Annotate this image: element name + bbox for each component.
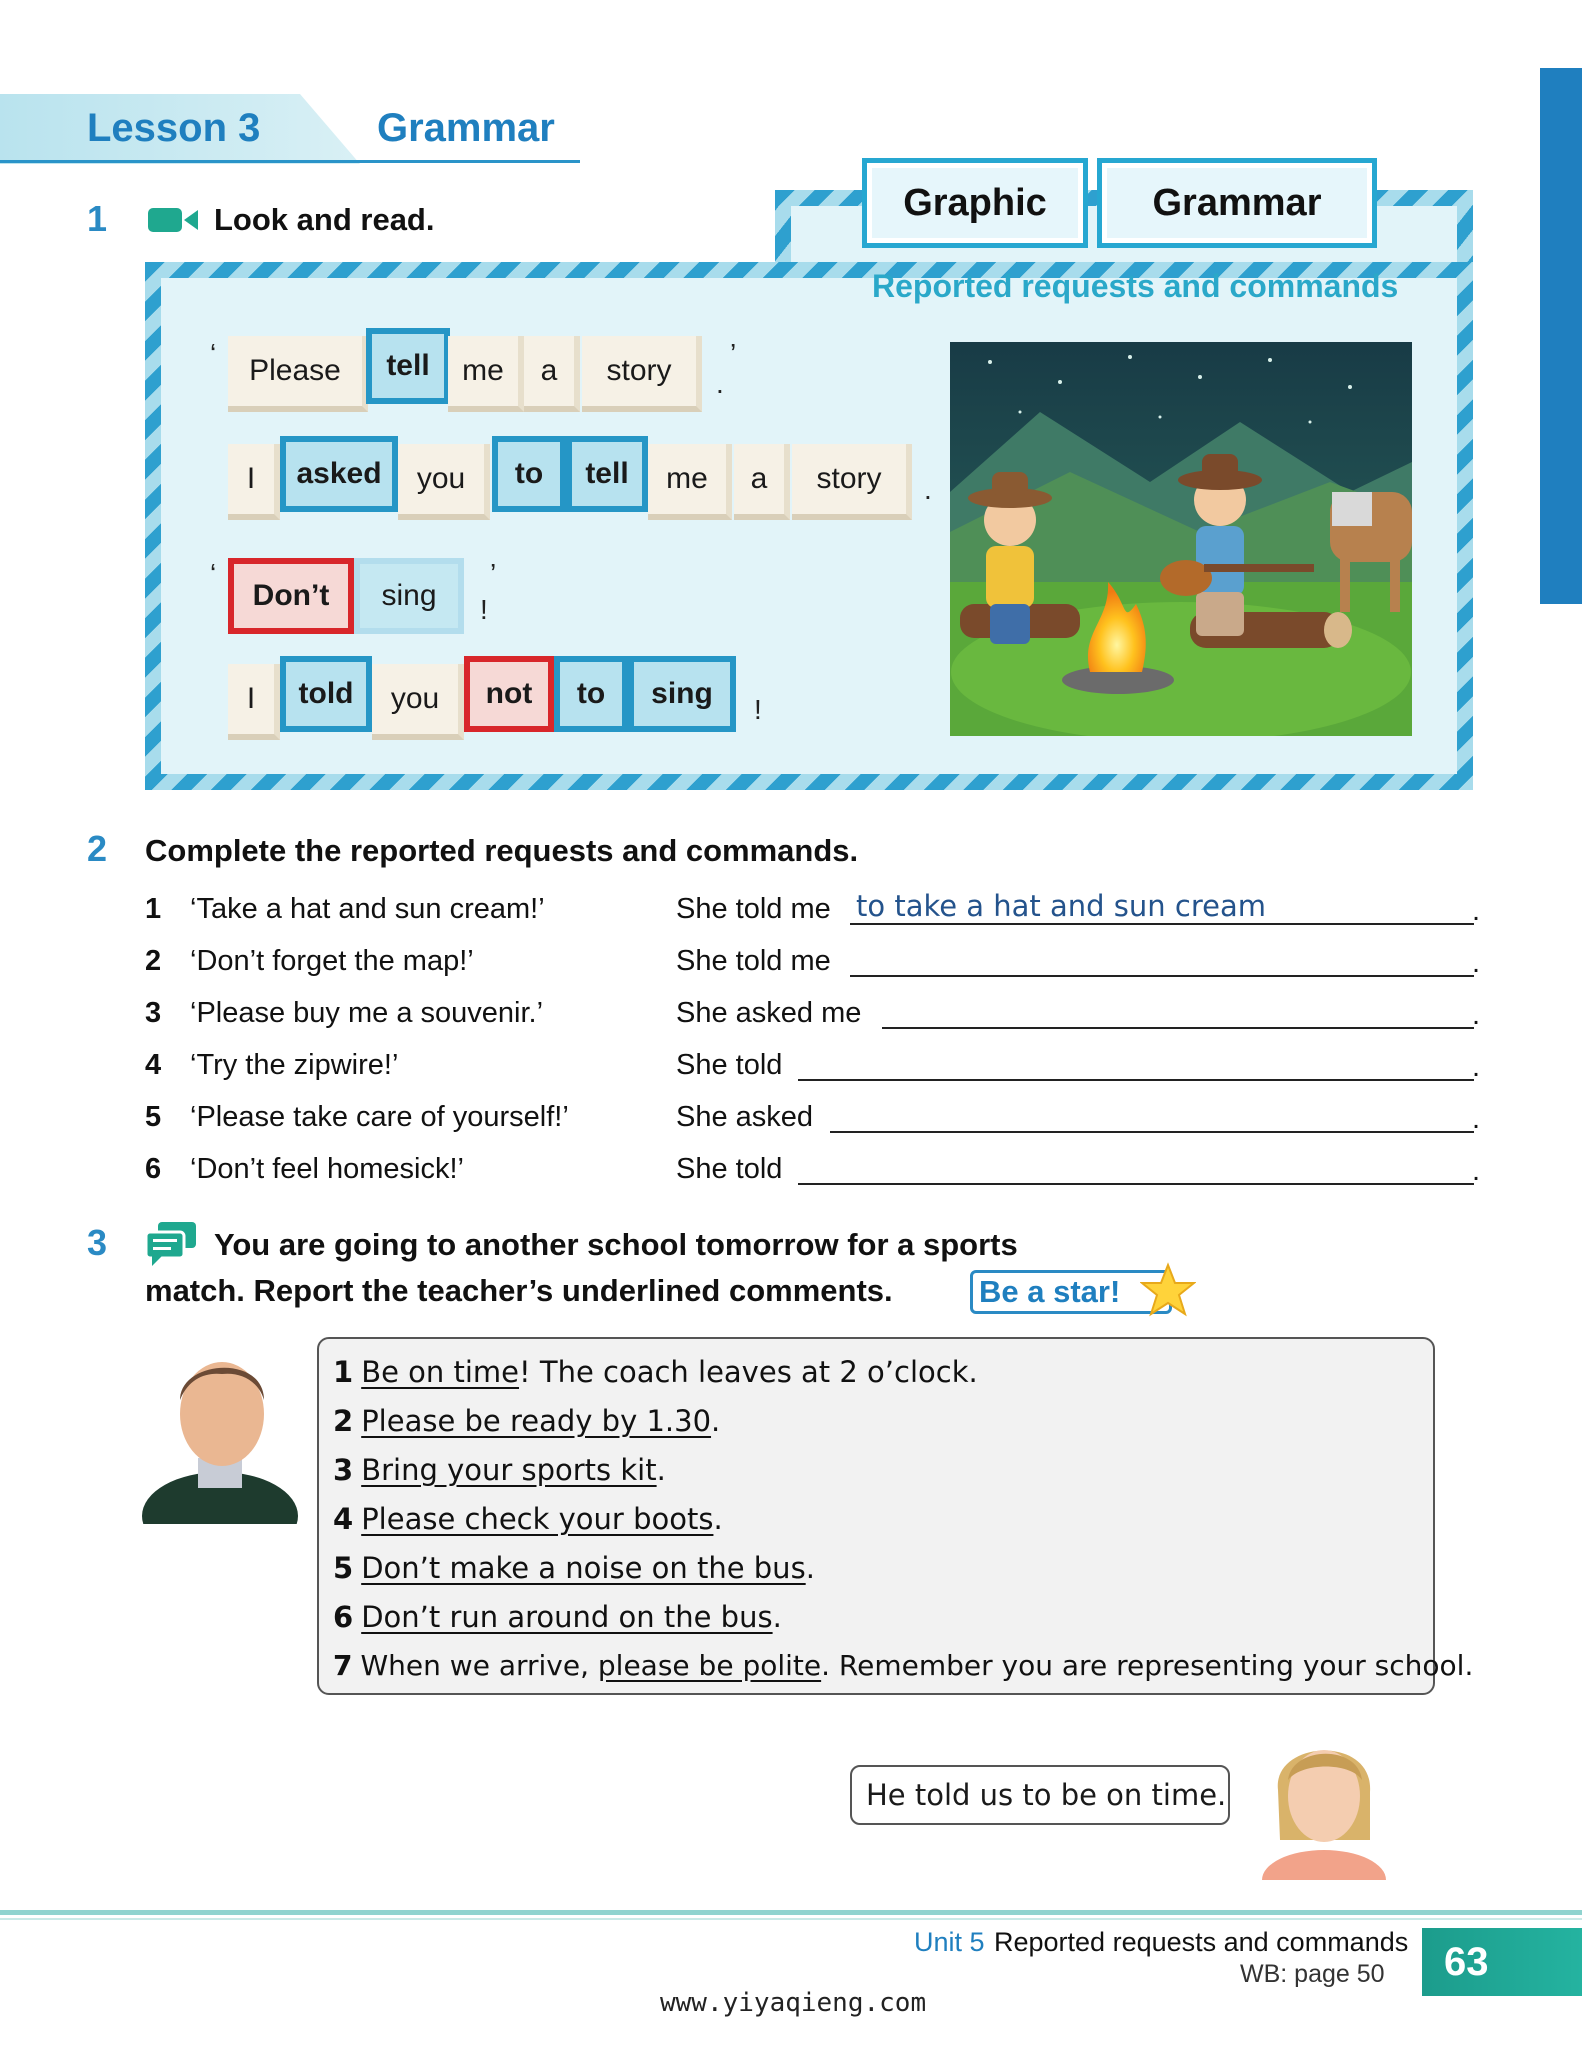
lesson-title: Lesson 3 (87, 106, 261, 150)
example-speech-bubble (850, 1765, 1230, 1825)
period: . (716, 368, 724, 399)
watermark: www.yiyaqieng.com (660, 1988, 927, 2018)
section-title: Grammar (377, 106, 555, 150)
page-number (1422, 1928, 1582, 1996)
comment-underlined: Don’t run around on the bus (361, 1600, 773, 1634)
comment-underlined: Please be ready by 1.30 (361, 1404, 712, 1438)
item-number: 6 (145, 1153, 162, 1185)
item-number: 3 (145, 997, 162, 1029)
answer-line-6[interactable] (798, 1183, 1474, 1185)
word-block-verb: asked (280, 436, 398, 512)
answer-line-1[interactable] (850, 923, 1474, 925)
comment-post: . Remember you are representing your school. (821, 1649, 1474, 1682)
comment-number: 7 (333, 1649, 353, 1682)
item-stem: She asked me (676, 997, 862, 1029)
answer-line-4[interactable] (798, 1079, 1474, 1081)
girl-photo (1258, 1720, 1388, 1880)
answer-line-3[interactable] (882, 1027, 1474, 1029)
item-quote: ‘Please buy me a souvenir.’ (190, 997, 544, 1029)
word-block: me (648, 444, 732, 520)
comment-line (333, 1551, 815, 1585)
period: . (1472, 1103, 1481, 1135)
comment-post: . (711, 1404, 721, 1438)
graphic-label: Graphic (862, 158, 1088, 248)
exclamation: ! (754, 694, 762, 725)
be-a-star-label: Be a star! (979, 1274, 1121, 1309)
video-icon (148, 206, 198, 234)
item-quote: ‘Please take care of yourself!’ (190, 1101, 569, 1133)
word-block: a (524, 336, 580, 412)
footer-unit: Unit 5 (914, 1927, 985, 1957)
quote-close: ’ (490, 558, 497, 589)
exercise-2-instruction: Complete the reported requests and commands. (145, 833, 859, 868)
item-stem: She asked (676, 1101, 814, 1133)
item-number: 5 (145, 1101, 162, 1133)
footer-topic: Reported requests and commands (994, 1927, 1409, 1957)
comment-number: 3 (333, 1453, 354, 1487)
comment-underlined: please be polite (597, 1649, 822, 1682)
campfire-illustration (950, 342, 1412, 736)
word-block-to: to (554, 656, 628, 732)
word-block: you (372, 664, 464, 740)
comment-line (333, 1649, 1473, 1682)
period: . (1472, 895, 1481, 927)
period: . (1472, 1051, 1481, 1083)
period: . (924, 474, 932, 505)
word-block: story (582, 336, 702, 412)
quote-open: ‘ (210, 338, 217, 369)
comment-line (333, 1502, 723, 1536)
page-number-label: 63 (1444, 1939, 1489, 1984)
item-quote: ‘Don’t forget the map!’ (190, 945, 474, 977)
item-quote: ‘Try the zipwire!’ (190, 1049, 399, 1081)
comment-pre: When we arrive, (360, 1649, 598, 1682)
period: . (1472, 999, 1481, 1031)
word-block: a (734, 444, 790, 520)
item-answer: to take a hat and sun cream (856, 889, 1266, 923)
comment-underlined: Be on time (361, 1355, 520, 1389)
star-icon (1140, 1262, 1196, 1318)
exercise-3-instruction-line2: match. Report the teacher’s underlined comments. (145, 1273, 893, 1308)
exercise-2-number: 2 (87, 828, 108, 869)
word-block: story (792, 444, 912, 520)
word-block-dont: Don’t (228, 558, 354, 634)
comment-underlined: Don’t make a noise on the bus (361, 1551, 806, 1585)
comment-post: . (656, 1453, 666, 1487)
comment-post: . (772, 1600, 782, 1634)
word-block-verb: tell (566, 436, 648, 512)
item-stem: She told (676, 1049, 783, 1081)
quote-open: ‘ (210, 558, 217, 589)
exercise-1-number: 1 (87, 198, 108, 239)
answer-line-2[interactable] (850, 975, 1474, 977)
quote-close: ’ (730, 338, 737, 369)
period: . (1472, 1155, 1481, 1187)
item-quote: ‘Don’t feel homesick!’ (190, 1153, 464, 1185)
unit-side-tab (1540, 68, 1582, 604)
comment-line (333, 1600, 782, 1634)
item-stem: She told (676, 1153, 783, 1185)
teacher-comments-box (317, 1337, 1474, 1695)
word-block-not: not (464, 656, 554, 732)
comment-number: 6 (333, 1600, 354, 1634)
comment-number: 4 (333, 1502, 354, 1536)
word-block: you (398, 444, 490, 520)
comment-line (333, 1453, 666, 1487)
exclamation: ! (480, 594, 488, 625)
comment-number: 5 (333, 1551, 354, 1585)
comment-post: ! The coach leaves at 2 o’clock. (519, 1355, 978, 1389)
item-number: 2 (145, 945, 162, 977)
item-stem: She told me (676, 945, 831, 977)
comment-post: . (713, 1502, 723, 1536)
word-block-to: to (492, 436, 566, 512)
comment-post: . (805, 1551, 815, 1585)
grammar-label: Grammar (1097, 158, 1377, 248)
comment-underlined: Bring your sports kit (361, 1453, 657, 1487)
period: . (1472, 947, 1481, 979)
exercise-3-instruction-line1: You are going to another school tomorrow for a sports (214, 1227, 1018, 1262)
example-sentence: He told us to be on time. (866, 1778, 1227, 1812)
item-number: 1 (145, 893, 162, 925)
exercise-1-instruction: Look and read. (214, 202, 435, 237)
comment-line (333, 1355, 978, 1389)
word-block-verb: sing (628, 656, 736, 732)
chat-icon (144, 1220, 198, 1266)
lesson-banner-underline (0, 160, 580, 163)
word-block: Please (228, 336, 368, 412)
word-block-verb: tell (366, 328, 450, 404)
item-quote: ‘Take a hat and sun cream!’ (190, 893, 545, 925)
word-block-verb: told (280, 656, 372, 732)
panel-subtitle: Reported requests and commands (872, 268, 1399, 304)
exercise-3-number: 3 (87, 1222, 108, 1263)
answer-line-5[interactable] (830, 1131, 1474, 1133)
item-stem: She told me (676, 893, 831, 925)
word-block: I (228, 664, 280, 740)
word-block: me (448, 336, 524, 412)
word-block: I (228, 444, 280, 520)
comment-number: 1 (333, 1355, 354, 1389)
word-block-verb: sing (354, 558, 464, 634)
teacher-photo (140, 1340, 300, 1524)
footer-workbook-ref: WB: page 50 (1240, 1960, 1385, 1988)
footer-rule-thin (0, 1918, 1582, 1920)
comment-number: 2 (333, 1404, 354, 1438)
footer-rule (0, 1910, 1582, 1915)
item-number: 4 (145, 1049, 162, 1081)
comment-line (333, 1404, 720, 1438)
comment-underlined: Please check your boots (361, 1502, 714, 1536)
